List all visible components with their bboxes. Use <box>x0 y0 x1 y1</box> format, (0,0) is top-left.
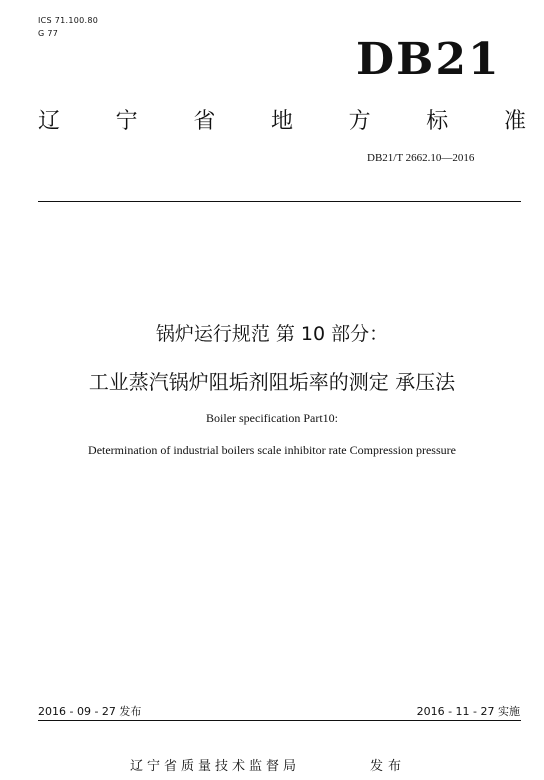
heading-char: 省 <box>193 109 216 134</box>
heading-char: 辽 <box>38 109 61 134</box>
header-divider <box>38 201 521 202</box>
ics-code: ICS 71.100.80 <box>38 16 99 25</box>
title-english-line2: Determination of industrial boilers scale inhibitor rate Compression pressure <box>88 443 456 457</box>
standard-logo: DB21 <box>356 34 501 85</box>
issuing-authority-suffix: 发布 <box>370 759 407 774</box>
heading-char: 宁 <box>115 109 138 134</box>
issue-date: 2016 - 09 - 27 发布 <box>38 705 142 718</box>
heading-char: 地 <box>270 109 293 134</box>
title-chinese-line1: 锅炉运行规范 第 10 部分： <box>155 323 389 345</box>
title-chinese-line2: 工业蒸汽锅炉阻垢剂阻垢率的测定 承压法 <box>88 370 456 394</box>
heading-char: 方 <box>348 109 371 134</box>
standard-number: DB21/T 2662.10—2016 <box>367 152 475 164</box>
implementation-date: 2016 - 11 - 27 实施 <box>416 705 520 718</box>
heading-char: 标 <box>426 109 449 134</box>
ccs-code: G 77 <box>38 29 59 38</box>
issuing-authority: 辽宁省质量技术监督局 <box>130 759 301 774</box>
footer-divider <box>38 720 521 721</box>
title-english-line1: Boiler specification Part10: <box>206 411 338 425</box>
document-type-heading <box>38 104 526 135</box>
heading-char: 准 <box>503 109 526 134</box>
